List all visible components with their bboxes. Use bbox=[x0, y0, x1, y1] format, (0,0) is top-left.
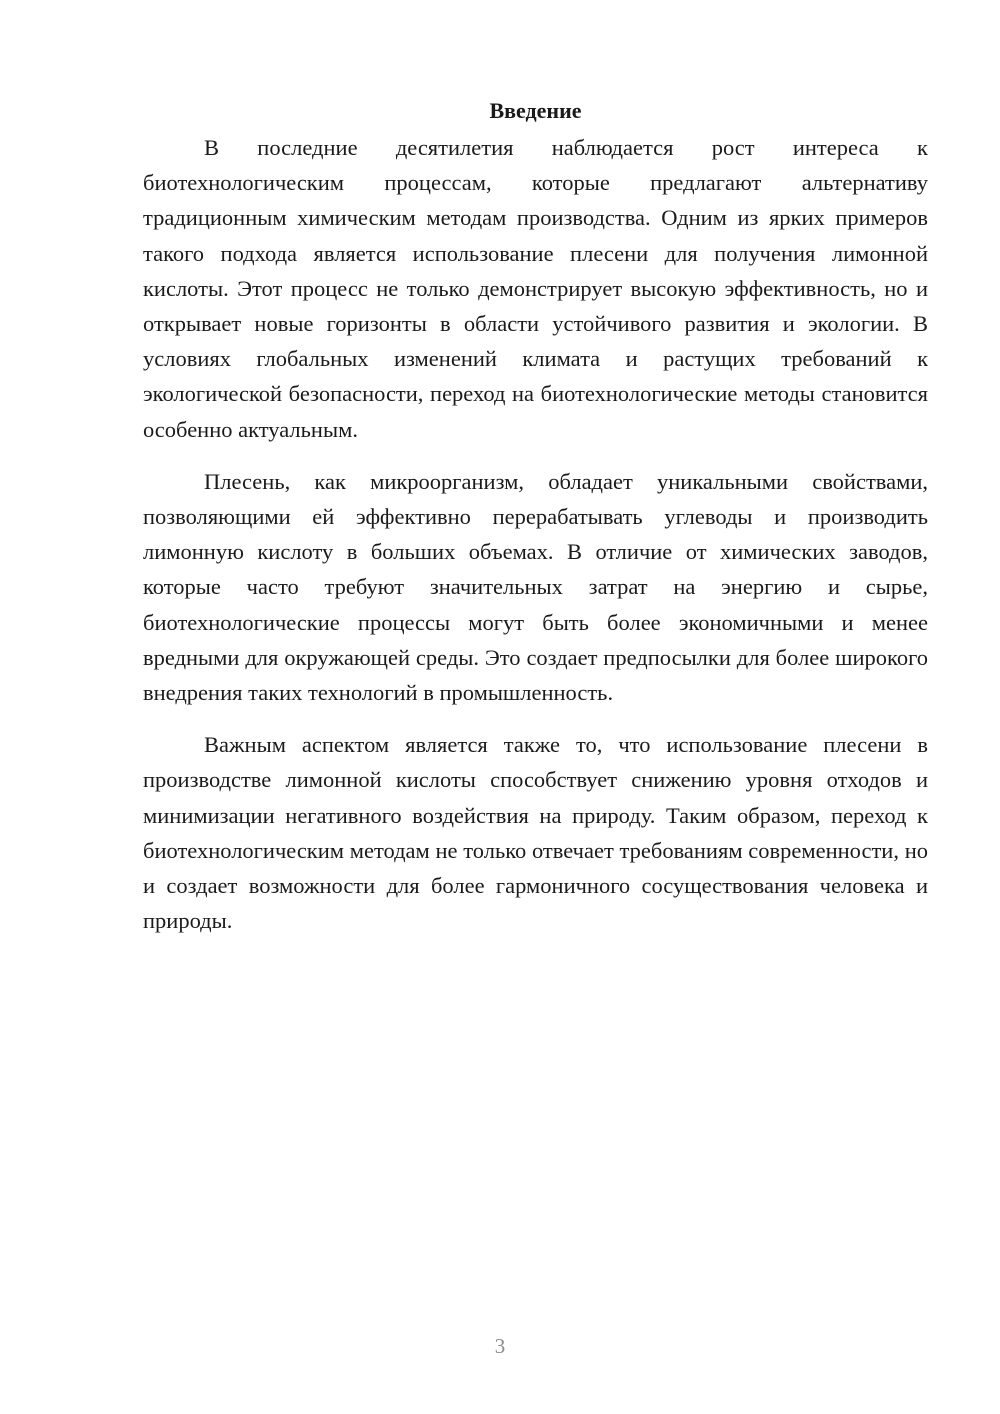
paragraph-3: Важным аспектом является также то, что использование плесени в производстве лимонной кислоты способствует снижению уровня отходов и минимизации негативного воздействия на природу. Таким образом, переход к биотехнологическим методам не только отвечает требованиям современности, но и создает возможности для более гармоничного сосуществования человека и природы. bbox=[143, 732, 928, 934]
paragraph-1: В последние десятилетия наблюдается рост интереса к биотехнологическим процессам, которые предлагают альтернативу традиционным химическим методам производства. Одним из ярких примеров такого подхода является использование плесени для получения лимонной кислоты. Этот процесс не только демонстрирует высокую эффективность, но и открывает новые горизонты в области устойчивого развития и экологии. В условиях глобальных изменений климата и растущих требований к экологической безопасности, переход на биотехнологические методы становится особенно актуальным. bbox=[143, 135, 928, 442]
paragraph-2: Плесень, как микроорганизм, обладает уникальными свойствами, позволяющими ей эффективно перерабатывать углеводы и производить лимонную кислоту в больших объемах. В отличие от химических заводов, которые часто требуют значительных затрат на энергию и сырье, биотехнологические процессы могут быть более экономичными и менее вредными для окружающей среды. Это создает предпосылки для более широкого внедрения таких технологий в промышленность. bbox=[143, 468, 928, 706]
page-content bbox=[143, 93, 928, 938]
page-number: 3 bbox=[494, 1334, 506, 1358]
section-title: Введение bbox=[489, 98, 582, 123]
